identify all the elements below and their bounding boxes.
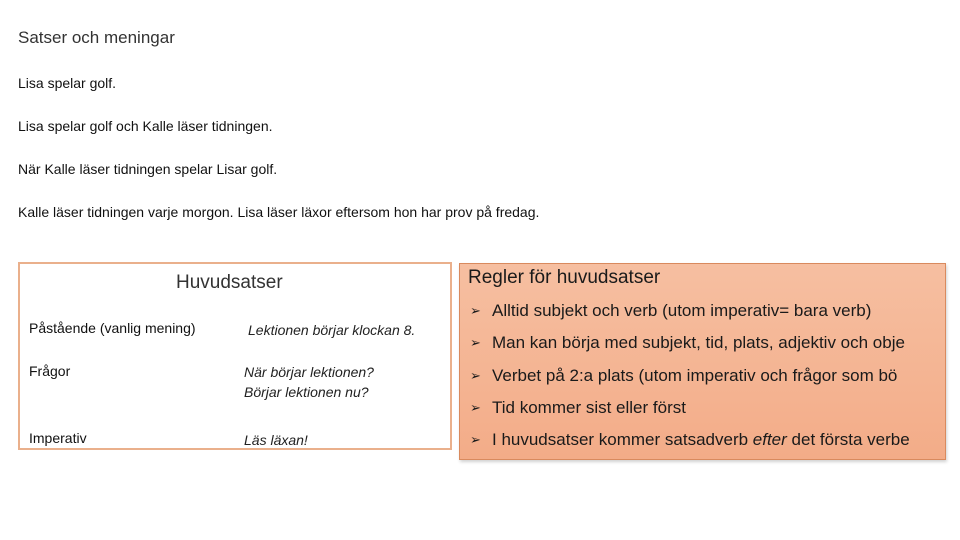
rule-text-after: det första verbe [786, 430, 910, 449]
rule-text-emphasis: efter [752, 430, 787, 449]
arrowhead-bullet-icon: ➢ [470, 368, 481, 383]
example-line: När börjar lektionen? [244, 364, 374, 380]
sentence-3: När Kalle läser tidningen spelar Lisar golf. [18, 161, 278, 177]
rule-text: Verbet på 2:a plats (utom imperativ och frågor som bö [492, 366, 898, 385]
sentence-1: Lisa spelar golf. [18, 75, 117, 91]
example-line: Börjar lektionen nu? [244, 384, 369, 400]
rule-item [470, 301, 871, 321]
arrowhead-bullet-icon: ➢ [470, 303, 481, 318]
regler-box [459, 263, 946, 460]
slide-title: Satser och meningar [18, 28, 175, 47]
regler-heading: Regler för huvudsatser [468, 267, 661, 288]
rule-item [470, 398, 686, 418]
arrowhead-bullet-icon: ➢ [470, 400, 481, 415]
rule-text: Man kan börja med subjekt, tid, plats, adjektiv och obje [492, 333, 905, 352]
arrowhead-bullet-icon: ➢ [470, 432, 481, 447]
row-example-fragor [244, 362, 374, 402]
rule-text: Alltid subjekt och verb (utom imperativ= bara verb) [492, 301, 872, 320]
sentence-4: Kalle läser tidningen varje morgon. Lisa läser läxor eftersom hon har prov på fredag. [18, 204, 540, 220]
rule-item [470, 366, 897, 386]
row-example-pastaende [248, 320, 415, 340]
example-line: Läs läxan! [244, 432, 308, 448]
huvudsatser-heading: Huvudsatser [176, 272, 283, 293]
sentence-2: Lisa spelar golf och Kalle läser tidningen. [18, 118, 273, 134]
rule-item [470, 333, 905, 353]
row-example-imperativ [244, 430, 308, 450]
row-label-fragor: Frågor [29, 363, 71, 379]
rule-text-before: I huvudsatser kommer satsadverb [492, 430, 753, 449]
row-label-pastaende: Påstående (vanlig mening) [29, 320, 196, 336]
huvudsatser-box [18, 262, 452, 450]
rule-item [470, 430, 910, 450]
row-label-imperativ: Imperativ [29, 430, 87, 446]
rule-text [492, 430, 910, 450]
example-line: Lektionen börjar klockan 8. [248, 322, 416, 338]
arrowhead-bullet-icon: ➢ [470, 335, 481, 350]
rule-text: Tid kommer sist eller först [492, 398, 686, 417]
